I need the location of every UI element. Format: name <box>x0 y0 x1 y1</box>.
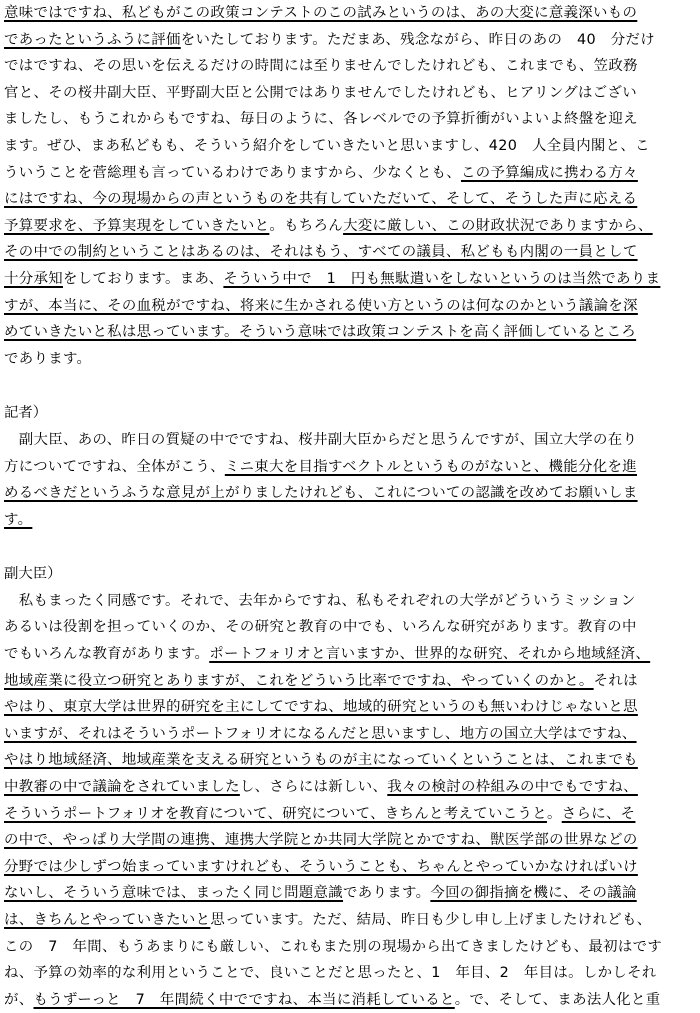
underlined-text: ないし、そういう意味では、まったく同じ問題意識 <box>4 885 344 902</box>
text-line <box>4 266 696 293</box>
underlined-text: やはり、東京大学は世界的研究を主にしてですね、地域的研究というのも無いわけじゃないと思 <box>4 699 638 716</box>
reporter-label: 記者） <box>4 405 48 422</box>
text-segment: 方についてですね、全体がこう、 <box>4 458 225 475</box>
text-segment: をいたしております。ただまあ、残念ながら、昨日のあの 40 分だけ <box>180 31 655 48</box>
text-line <box>4 880 696 907</box>
text-line <box>4 80 696 107</box>
text-line <box>4 774 696 801</box>
text-segment: それは <box>593 672 638 689</box>
text-line <box>4 614 696 641</box>
underlined-text: 今回の御指摘を機に、その議論 <box>430 885 637 902</box>
text-segment: であります。 <box>343 885 431 902</box>
underlined-text: は、きちんとやっていきたいと <box>4 912 211 928</box>
underlined-text: やはり地域経済、地域産業を支える研究というものが主になっていくということは、これまでも <box>4 752 638 769</box>
text-line <box>4 827 696 854</box>
underlined-text: めていきたいと私は思っています。そういう意味では政策コンテストを高く評価しているところ <box>4 324 637 341</box>
text-line <box>4 293 696 320</box>
text-line <box>4 668 696 695</box>
text-line <box>4 106 696 133</box>
text-segment: をしております。まあ、 <box>62 270 224 287</box>
text-line <box>4 319 696 346</box>
text-segment: ます。ぜひ、まあ私どもも、そういう紹介をしていきたいと思いますし、420 人全員内閣と、こ <box>4 137 650 154</box>
text-line <box>4 854 696 881</box>
text-line <box>4 454 696 481</box>
text-line <box>4 346 696 373</box>
underlined-text: その中での制約ということはあるのは、それはもう、すべての議員、私どもも内閣の一員として <box>4 244 638 261</box>
underlined-text: 大変に厳しい、この財政状況でありますから、 <box>343 217 653 234</box>
underlined-text: 意味ではですね、私どもがこの政策コンテストのこの試みというのは、あの大変に意義深いもの <box>4 5 638 21</box>
speaker-label-reporter <box>4 400 696 427</box>
text-line <box>4 186 696 213</box>
underlined-text: もうずーっと 7 年間続く中でですね、本当に消耗していると <box>33 991 455 1008</box>
text-line <box>4 239 696 266</box>
paragraph-policy-contest <box>4 0 696 372</box>
underlined-text: そういう中で 1 円も無駄遣いをしないというのは当然でありま <box>223 270 661 287</box>
text-segment: あるいは役割を担っていくのか、その研究と教育の中でも、いろんな研究があります。教育の中 <box>4 619 637 636</box>
underlined-text: いますが、それはそういうポートフォリオになるんだと思いますし、地方の国立大学はですね、 <box>4 725 637 742</box>
text-segment: 副大臣、あの、昨日の質疑の中でですね、桜井副大臣からだと思うんですが、国立大学の在り <box>4 431 638 448</box>
text-segment: 官と、その桜井副大臣、平野副大臣と公開ではありませんでしたけれども、ヒアリングはござい <box>4 84 637 101</box>
text-segment: であります。 <box>4 350 92 367</box>
underlined-text: 中教審の中で議論をされていました <box>4 779 240 796</box>
text-line <box>4 27 696 54</box>
text-line <box>4 960 696 987</box>
text-segment: 私もまったく同感です。それで、去年からですね、私もそれぞれの大学がどういうミッション <box>4 592 636 609</box>
paragraph-reporter-question <box>4 427 696 533</box>
text-line <box>4 694 696 721</box>
underlined-text: すが、本当に、その血税がですね、将来に生かされる使い方というのは何なのかという議論を深 <box>4 297 638 314</box>
underlined-text: す。 <box>4 511 33 528</box>
text-segment: この 7 年間、もうあまりにも厳しい、これもまた別の現場から出てきましたけども、最初はです <box>4 938 663 955</box>
text-line <box>4 427 696 454</box>
text-segment: 。もちろん <box>269 217 344 234</box>
text-segment: ね、予算の効率的な利用ということで、良いことだと思ったと、1 年目、2 年目は。しかしそれ <box>4 965 657 982</box>
text-segment: 。で、そして、まあ法人化と重 <box>454 991 661 1008</box>
underlined-text: の中で、やっぱり大学間の連携、連携大学院とか共同大学院とかですね、獣医学部の世界などの <box>4 832 638 849</box>
text-line <box>4 721 696 748</box>
text-segment: が、 <box>4 991 34 1008</box>
speaker-label-vice-minister <box>4 561 696 588</box>
text-line <box>4 0 696 27</box>
underlined-text: 地域産業に役立つ研究とありますが、これをどういう比率でですね、やっていくのかと。 <box>4 672 594 689</box>
text-line <box>4 934 696 961</box>
underlined-text: 十分承知 <box>4 270 63 287</box>
text-segment: でもいろんな教育があります。 <box>4 646 210 663</box>
underlined-text: 予算要求を、予算実現をしていきたいと <box>4 217 270 234</box>
text-line <box>4 213 696 240</box>
underlined-text: そういうポートフォリオを教育について、研究について、きちんと考えていこうと <box>4 805 547 822</box>
underlined-text: ポートフォリオと言いますか、世界的な研究、それから地域経済、 <box>209 646 651 663</box>
text-segment: し、さらには新しい、 <box>239 779 388 796</box>
underlined-text: にはですね、今の現場からの声というものを共有していただいて、そして、そうした声に応える <box>4 191 638 208</box>
text-segment: ういうことを菅総理も言っているわけでありますから、少なくとも、 <box>4 164 461 181</box>
spacer <box>4 533 696 559</box>
text-segment: ましたし、もうこれからもですね、毎日のように、各レベルでの予算折衝がいよいよ終盤を迎え <box>4 111 638 128</box>
text-line <box>4 588 696 615</box>
vice-minister-label: 副大臣） <box>4 566 62 583</box>
underlined-text: であったというふうに評価 <box>4 31 181 48</box>
text-segment: 思っています。ただ、結局、昨日も少し申し上げましたけれども、 <box>210 912 652 928</box>
text-line <box>4 507 696 534</box>
underlined-text: さらに、そ <box>561 805 636 822</box>
underlined-text: ミニ東大を目指すベクトルというものがないと、機能分化を進 <box>224 458 637 475</box>
text-line <box>4 987 696 1013</box>
text-line <box>4 160 696 187</box>
paragraph-vice-minister-answer <box>4 588 696 1013</box>
underlined-text: 分野では少しずつ始まっていますけれども、そういうことも、ちゃんとやっていかなければいけ <box>4 858 638 875</box>
text-line <box>4 907 696 934</box>
text-line <box>4 480 696 507</box>
text-line <box>4 53 696 80</box>
text-segment: ではですね、その思いを伝えるだけの時間には至りませんでしたけれども、これまでも、笠政務 <box>4 58 638 75</box>
spacer <box>4 372 696 398</box>
text-line <box>4 641 696 668</box>
text-line <box>4 747 696 774</box>
text-line <box>4 801 696 828</box>
underlined-text: この予算編成に携わる方々 <box>460 164 638 181</box>
underlined-text: 我々の検討の枠組みの中でもですね、 <box>387 779 638 796</box>
text-line <box>4 133 696 160</box>
text-segment: 。 <box>546 805 562 822</box>
underlined-text: めるべきだというふうな意見が上がりましたけれども、これについての認識を改めてお願いしま <box>4 485 638 502</box>
